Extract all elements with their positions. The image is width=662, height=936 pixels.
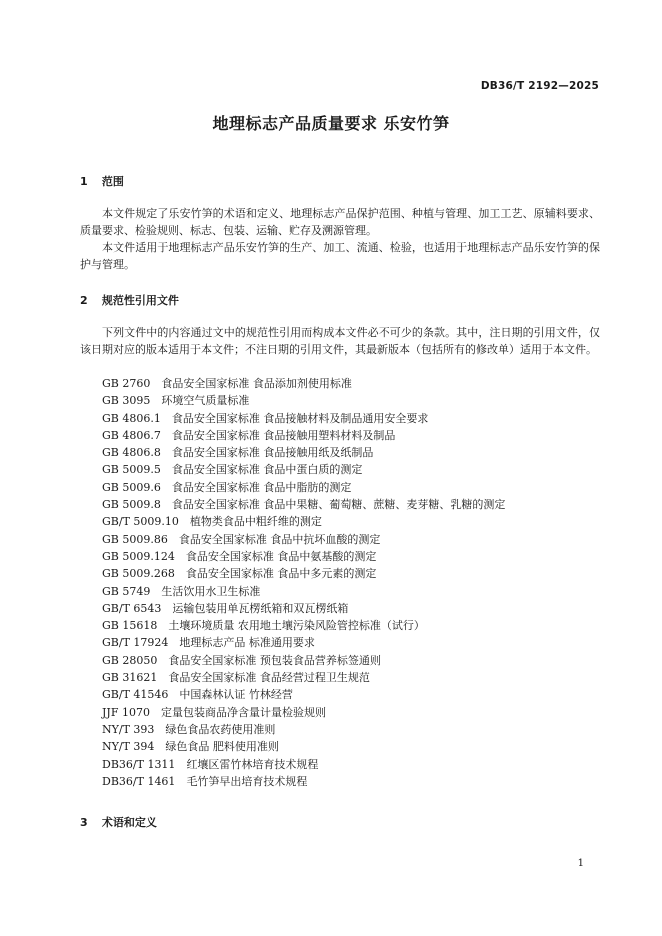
reference-name: 绿色食品 肥料使用准则 — [165, 740, 279, 754]
reference-name: 毛竹笋早出培育技术规程 — [186, 774, 308, 788]
reference-name: 食品安全国家标准 食品接触用塑料材料及制品 — [171, 428, 396, 442]
reference-item — [102, 634, 505, 651]
reference-code: NY/T 393 — [102, 722, 155, 736]
reference-name: 环境空气质量标准 — [161, 394, 250, 408]
reference-item — [102, 513, 505, 530]
reference-code: GB 15618 — [102, 619, 158, 633]
reference-separator — [150, 377, 161, 390]
reference-separator — [161, 481, 172, 494]
reference-item — [102, 496, 505, 513]
reference-code: GB 5009.6 — [102, 480, 161, 494]
section-title: 规范性引用文件 — [101, 294, 179, 307]
reference-name: 食品安全国家标准 预包装食品营养标签通则 — [168, 653, 381, 667]
reference-separator — [175, 775, 186, 788]
section-number: 2 — [80, 294, 88, 307]
reference-code: GB/T 17924 — [102, 636, 169, 650]
reference-item — [102, 531, 505, 548]
reference-name: 生活饮用水卫生标准 — [161, 584, 261, 598]
reference-name: 食品安全国家标准 食品中蛋白质的测定 — [171, 463, 363, 477]
normative-intro-paragraph: 下列文件中的内容通过文中的规范性引用而构成本文件必不可少的条款。其中，注日期的引用文件，仅该日期对应的版本适用于本文件；不注日期的引用文件，其最新版本（包括所有的修改单）适用于本文件。 — [80, 326, 600, 356]
scope-paragraph-1: 本文件规定了乐安竹笋的术语和定义、地理标志产品保护范围、种植与管理、加工工艺、原辅料要求、质量要求、检验规则、标志、包装、运输、贮存及溯源管理。 — [80, 207, 600, 237]
reference-separator — [154, 740, 165, 753]
reference-code: NY/T 394 — [102, 740, 155, 754]
reference-name: 运输包装用单瓦楞纸箱和双瓦楞纸箱 — [172, 601, 349, 615]
reference-item — [102, 427, 505, 444]
reference-name: 食品安全国家标准 食品添加剂使用标准 — [161, 377, 352, 390]
reference-code: GB 4806.7 — [102, 428, 161, 442]
reference-item — [102, 410, 505, 427]
reference-item — [102, 669, 505, 686]
reference-separator — [161, 463, 172, 476]
reference-name: 红壤区雷竹林培育技术规程 — [186, 757, 319, 771]
reference-separator — [161, 429, 172, 442]
reference-separator — [157, 619, 168, 632]
reference-item — [102, 375, 505, 392]
reference-item — [102, 773, 505, 790]
reference-item — [102, 461, 505, 478]
reference-code: GB 5009.5 — [102, 463, 161, 477]
document-title: 地理标志产品质量要求 乐安竹笋 — [212, 114, 450, 133]
reference-name: 土壤环境质量 农用地土壤污染风险管控标准（试行） — [168, 619, 425, 633]
reference-separator — [150, 706, 161, 719]
reference-code: GB 4806.8 — [102, 446, 161, 460]
reference-separator — [168, 636, 179, 649]
scope-paragraph-2: 本文件适用于地理标志产品乐安竹笋的生产、加工、流通、检验，也适用于地理标志产品乐安竹笋的保护与管理。 — [80, 241, 600, 271]
reference-separator — [179, 515, 190, 528]
reference-separator — [161, 412, 172, 425]
reference-name: 定量包装商品净含量计量检验规则 — [160, 705, 326, 719]
section-title: 范围 — [101, 175, 124, 188]
section-heading-terms-definitions — [80, 814, 157, 830]
reference-name: 植物类食品中粗纤维的测定 — [189, 515, 322, 529]
reference-name: 食品安全国家标准 食品中抗坏血酸的测定 — [178, 532, 381, 546]
reference-separator — [157, 654, 168, 667]
reference-list — [102, 375, 505, 790]
reference-item — [102, 583, 505, 600]
reference-code: GB 2760 — [102, 377, 151, 390]
reference-item — [102, 652, 505, 669]
reference-item — [102, 738, 505, 755]
reference-item — [102, 617, 505, 634]
reference-code: DB36/T 1311 — [102, 757, 176, 771]
reference-name: 食品安全国家标准 食品接触用纸及纸制品 — [171, 446, 374, 460]
reference-item — [102, 721, 505, 738]
reference-separator — [168, 533, 179, 546]
page-number: 1 — [577, 858, 584, 869]
reference-code: GB 5009.124 — [102, 549, 175, 563]
reference-item — [102, 392, 505, 409]
section-heading-scope — [80, 173, 124, 189]
reference-code: GB 5009.268 — [102, 567, 175, 581]
reference-item — [102, 444, 505, 461]
reference-name: 食品安全国家标准 食品中氨基酸的测定 — [185, 549, 377, 563]
reference-name: 绿色食品农药使用准则 — [165, 722, 276, 736]
reference-code: GB 5009.86 — [102, 532, 168, 546]
reference-item — [102, 756, 505, 773]
section-number: 3 — [80, 816, 88, 829]
reference-code: GB 5749 — [102, 584, 151, 598]
reference-separator — [157, 671, 168, 684]
reference-code: GB 28050 — [102, 653, 158, 667]
reference-separator — [150, 585, 161, 598]
reference-name: 食品安全国家标准 食品经营过程卫生规范 — [168, 671, 370, 685]
reference-name: 食品安全国家标准 食品接触材料及制品通用安全要求 — [171, 411, 429, 425]
section-title: 术语和定义 — [101, 816, 157, 829]
reference-separator — [168, 688, 179, 701]
reference-code: GB/T 6543 — [102, 601, 162, 615]
reference-code: GB 5009.8 — [102, 498, 161, 512]
section-heading-normative-references — [80, 292, 179, 308]
reference-separator — [175, 567, 186, 580]
reference-item — [102, 565, 505, 582]
reference-code: GB/T 5009.10 — [102, 515, 179, 529]
reference-code: GB 31621 — [102, 671, 158, 685]
document-code: DB36/T 2192—2025 — [480, 80, 599, 92]
section-number: 1 — [80, 175, 88, 188]
reference-name: 食品安全国家标准 食品中果糖、葡萄糖、蔗糖、麦芽糖、乳糖的测定 — [171, 498, 506, 512]
reference-separator — [161, 446, 172, 459]
reference-item — [102, 686, 505, 703]
reference-code: DB36/T 1461 — [102, 774, 176, 788]
reference-name: 食品安全国家标准 食品中脂肪的测定 — [171, 480, 352, 494]
reference-item — [102, 548, 505, 565]
reference-code: JJF 1070 — [102, 705, 150, 719]
reference-name: 食品安全国家标准 食品中多元素的测定 — [185, 567, 377, 581]
reference-separator — [150, 394, 161, 407]
reference-code: GB 3095 — [102, 394, 151, 408]
reference-separator — [175, 550, 186, 563]
reference-code: GB/T 41546 — [102, 688, 169, 702]
reference-separator — [161, 498, 172, 511]
reference-item — [102, 600, 505, 617]
reference-item — [102, 704, 505, 721]
reference-item — [102, 479, 505, 496]
reference-separator — [175, 758, 186, 771]
reference-name: 中国森林认证 竹林经营 — [179, 688, 293, 702]
reference-separator — [161, 602, 172, 615]
reference-separator — [154, 723, 165, 736]
reference-code: GB 4806.1 — [102, 411, 161, 425]
reference-name: 地理标志产品 标准通用要求 — [179, 636, 315, 650]
